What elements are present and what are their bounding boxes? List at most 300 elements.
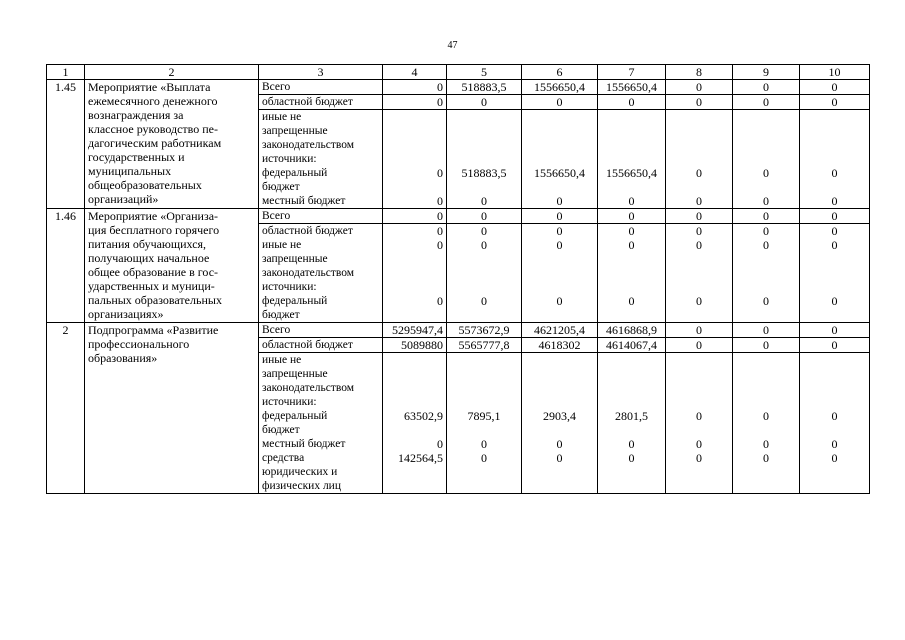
value-line: 0 bbox=[831, 194, 838, 208]
value-line bbox=[383, 110, 443, 124]
value-cell: 0 bbox=[522, 209, 598, 224]
value-line: 0 bbox=[628, 294, 635, 308]
value-line bbox=[800, 395, 869, 409]
value-line bbox=[733, 308, 799, 322]
value-line bbox=[447, 110, 521, 124]
value-line bbox=[800, 381, 869, 395]
value-line bbox=[598, 395, 665, 409]
value-line bbox=[598, 423, 665, 437]
value-line bbox=[383, 353, 443, 367]
measure-title-line: общее образование в гос- bbox=[88, 265, 219, 279]
value-line: 0 bbox=[763, 224, 769, 238]
value-line bbox=[666, 266, 732, 280]
header-cell: 10 bbox=[800, 65, 870, 80]
value-line bbox=[598, 280, 665, 294]
value-cell bbox=[666, 224, 733, 323]
value-cell bbox=[733, 353, 800, 494]
value-line: 0 bbox=[437, 224, 443, 238]
value-cell: 4621205,4 bbox=[522, 323, 598, 338]
value-line bbox=[522, 138, 597, 152]
value-cell: 0 bbox=[733, 95, 800, 110]
value-cell bbox=[800, 110, 870, 209]
value-cell: 4618302 bbox=[522, 338, 598, 353]
value-line: 518883,5 bbox=[461, 166, 507, 180]
value-cell bbox=[447, 110, 522, 209]
value-line: 0 bbox=[481, 294, 487, 308]
page-number: 47 bbox=[447, 40, 458, 51]
funding-source-line: законодательством bbox=[262, 267, 355, 279]
value-line bbox=[666, 479, 732, 493]
value-line bbox=[447, 395, 521, 409]
value-cell: 0 bbox=[383, 80, 447, 95]
value-line bbox=[383, 138, 443, 152]
value-cell: 5295947,4 bbox=[383, 323, 447, 338]
value-line: 0 bbox=[696, 224, 702, 238]
funding-source-line: Всего bbox=[262, 324, 291, 336]
value-line bbox=[447, 138, 521, 152]
table-row bbox=[47, 209, 870, 224]
measure-title-line: ция бесплатного горячего bbox=[88, 223, 220, 237]
funding-source-line: федеральный bbox=[262, 167, 328, 179]
value-line: 0 bbox=[696, 194, 702, 208]
measure-title-cell bbox=[85, 323, 259, 494]
value-cell: 0 bbox=[733, 209, 800, 224]
value-cell: 0 bbox=[447, 95, 522, 110]
value-cell: 0 bbox=[598, 95, 666, 110]
value-line bbox=[447, 152, 521, 166]
funding-source-line: запрещенные bbox=[262, 125, 328, 137]
value-line: 0 bbox=[831, 166, 838, 180]
value-cell: 5565777,8 bbox=[447, 338, 522, 353]
value-line bbox=[522, 381, 597, 395]
value-cell bbox=[447, 353, 522, 494]
value-cell: 0 bbox=[800, 338, 870, 353]
value-line: 0 bbox=[763, 437, 769, 451]
value-line bbox=[598, 353, 665, 367]
measure-title-line: Мероприятие «Выплата bbox=[88, 80, 211, 94]
measure-title-line: организациях» bbox=[88, 307, 164, 321]
value-cell bbox=[383, 353, 447, 494]
value-line bbox=[447, 367, 521, 381]
value-line bbox=[522, 110, 597, 124]
value-line bbox=[383, 252, 443, 266]
value-line: 0 bbox=[696, 294, 702, 308]
funding-source-line: иные не bbox=[262, 354, 302, 366]
funding-source-line: областной бюджет bbox=[262, 339, 353, 351]
value-line: 0 bbox=[696, 451, 702, 465]
value-line bbox=[666, 280, 732, 294]
header-cell: 6 bbox=[522, 65, 598, 80]
value-line bbox=[522, 124, 597, 138]
value-line: 0 bbox=[481, 224, 487, 238]
value-line bbox=[800, 465, 869, 479]
value-line bbox=[800, 152, 869, 166]
value-line bbox=[522, 280, 597, 294]
funding-source-line: средства bbox=[262, 452, 305, 464]
value-line: 0 bbox=[437, 437, 443, 451]
funding-source-line: Всего bbox=[262, 81, 291, 93]
value-line: 0 bbox=[831, 238, 838, 252]
value-line bbox=[733, 252, 799, 266]
value-line bbox=[733, 138, 799, 152]
value-cell bbox=[598, 110, 666, 209]
value-line bbox=[598, 124, 665, 138]
value-line bbox=[598, 381, 665, 395]
funding-source-cell bbox=[259, 338, 383, 353]
row-number-cell: 1.45 bbox=[47, 80, 85, 209]
value-line bbox=[733, 395, 799, 409]
value-line bbox=[383, 381, 443, 395]
value-cell: 5573672,9 bbox=[447, 323, 522, 338]
value-line: 0 bbox=[628, 437, 635, 451]
value-line bbox=[522, 479, 597, 493]
measure-title-line: Подпрограмма «Развитие bbox=[88, 323, 219, 337]
value-line bbox=[447, 252, 521, 266]
value-cell: 518883,5 bbox=[447, 80, 522, 95]
value-cell bbox=[800, 353, 870, 494]
value-line: 0 bbox=[628, 238, 635, 252]
funding-source-line: бюджет bbox=[262, 424, 300, 436]
value-line bbox=[447, 423, 521, 437]
value-line bbox=[666, 110, 732, 124]
measure-title-cell bbox=[85, 209, 259, 323]
value-cell: 0 bbox=[522, 95, 598, 110]
measure-title-line: пальных образовательных bbox=[88, 293, 222, 307]
value-line: 0 bbox=[556, 224, 563, 238]
value-line bbox=[666, 138, 732, 152]
value-line bbox=[383, 395, 443, 409]
funding-source-cell bbox=[259, 80, 383, 95]
value-line bbox=[383, 280, 443, 294]
measure-title-line: организаций» bbox=[88, 192, 159, 206]
value-line: 2903,4 bbox=[543, 409, 576, 423]
funding-source-line: областной бюджет bbox=[262, 96, 353, 108]
measure-title-line: ежемесячного денежного bbox=[88, 94, 218, 108]
value-line bbox=[666, 367, 732, 381]
funding-source-line: физических лиц bbox=[262, 480, 341, 492]
value-line: 0 bbox=[437, 238, 443, 252]
value-line bbox=[383, 479, 443, 493]
value-cell: 0 bbox=[666, 95, 733, 110]
value-line bbox=[800, 110, 869, 124]
value-line: 0 bbox=[628, 224, 635, 238]
value-line: 0 bbox=[481, 238, 487, 252]
value-cell bbox=[598, 353, 666, 494]
value-line bbox=[666, 152, 732, 166]
value-cell: 0 bbox=[800, 209, 870, 224]
value-line: 0 bbox=[481, 451, 487, 465]
measure-title-cell bbox=[85, 80, 259, 209]
funding-source-cell bbox=[259, 353, 383, 494]
value-line: 0 bbox=[696, 409, 702, 423]
table-row bbox=[47, 80, 870, 95]
value-line: 0 bbox=[628, 451, 635, 465]
value-cell bbox=[522, 353, 598, 494]
funding-source-cell bbox=[259, 209, 383, 224]
value-line: 0 bbox=[481, 194, 487, 208]
value-cell bbox=[447, 224, 522, 323]
table-row bbox=[47, 323, 870, 338]
value-line bbox=[522, 367, 597, 381]
value-cell bbox=[383, 224, 447, 323]
value-cell bbox=[666, 353, 733, 494]
funding-source-line: законодательством bbox=[262, 382, 355, 394]
row-number-cell: 2 bbox=[47, 323, 85, 494]
value-cell: 0 bbox=[733, 80, 800, 95]
value-cell bbox=[598, 224, 666, 323]
value-line bbox=[383, 308, 443, 322]
funding-source-line: Всего bbox=[262, 210, 291, 222]
measure-title-line: муниципальных bbox=[88, 164, 172, 178]
value-line bbox=[800, 423, 869, 437]
value-line: 0 bbox=[437, 294, 443, 308]
value-line bbox=[666, 353, 732, 367]
value-line bbox=[598, 308, 665, 322]
value-cell: 1556650,4 bbox=[598, 80, 666, 95]
measure-title-line: государственных и bbox=[88, 150, 185, 164]
value-line bbox=[733, 280, 799, 294]
value-cell: 0 bbox=[733, 338, 800, 353]
value-line bbox=[522, 152, 597, 166]
value-line: 1556650,4 bbox=[606, 166, 657, 180]
value-line bbox=[733, 465, 799, 479]
funding-source-cell bbox=[259, 224, 383, 323]
value-line bbox=[522, 353, 597, 367]
value-line bbox=[733, 479, 799, 493]
value-line bbox=[733, 381, 799, 395]
value-line bbox=[383, 266, 443, 280]
funding-source-line: законодательством bbox=[262, 139, 355, 151]
value-line bbox=[733, 353, 799, 367]
value-line bbox=[522, 423, 597, 437]
value-line bbox=[447, 381, 521, 395]
measure-title-line: общеобразовательных bbox=[88, 178, 202, 192]
funding-source-line: иные не bbox=[262, 111, 302, 123]
funding-source-line: источники: bbox=[262, 396, 317, 408]
value-line bbox=[447, 353, 521, 367]
funding-source-line: источники: bbox=[262, 281, 317, 293]
value-line bbox=[383, 423, 443, 437]
value-line bbox=[733, 423, 799, 437]
row-number-cell: 1.46 bbox=[47, 209, 85, 323]
measure-title-line: получающих начальное bbox=[88, 251, 210, 265]
value-line: 1556650,4 bbox=[534, 166, 585, 180]
value-line: 0 bbox=[696, 238, 702, 252]
value-line: 0 bbox=[831, 451, 838, 465]
header-cell: 8 bbox=[666, 65, 733, 80]
budget-table bbox=[46, 64, 870, 494]
value-line bbox=[447, 479, 521, 493]
value-line bbox=[800, 180, 869, 194]
value-line bbox=[800, 138, 869, 152]
value-line: 0 bbox=[696, 437, 702, 451]
value-line bbox=[522, 180, 597, 194]
value-line bbox=[733, 180, 799, 194]
value-line: 0 bbox=[831, 224, 838, 238]
measure-title-line: образования» bbox=[88, 351, 158, 365]
funding-source-line: бюджет bbox=[262, 181, 300, 193]
header-cell: 1 bbox=[47, 65, 85, 80]
value-line bbox=[666, 381, 732, 395]
value-line: 2801,5 bbox=[615, 409, 648, 423]
funding-source-cell bbox=[259, 95, 383, 110]
header-row bbox=[47, 65, 870, 80]
value-line bbox=[666, 395, 732, 409]
value-line: 142564,5 bbox=[398, 451, 443, 465]
value-line bbox=[733, 367, 799, 381]
value-line: 0 bbox=[556, 451, 563, 465]
value-line bbox=[522, 266, 597, 280]
value-cell bbox=[522, 224, 598, 323]
funding-source-line: иные не bbox=[262, 239, 302, 251]
funding-source-line: областной бюджет bbox=[262, 225, 353, 237]
funding-source-line: запрещенные bbox=[262, 253, 328, 265]
value-line: 0 bbox=[763, 238, 769, 252]
value-line bbox=[447, 266, 521, 280]
value-line: 0 bbox=[763, 294, 769, 308]
value-line bbox=[383, 465, 443, 479]
value-line: 0 bbox=[763, 194, 769, 208]
header-cell: 7 bbox=[598, 65, 666, 80]
value-line: 0 bbox=[831, 437, 838, 451]
measure-title-line: профессионального bbox=[88, 337, 190, 351]
value-cell: 4614067,4 bbox=[598, 338, 666, 353]
value-line bbox=[598, 180, 665, 194]
value-cell: 0 bbox=[383, 95, 447, 110]
value-line bbox=[598, 138, 665, 152]
value-cell bbox=[522, 110, 598, 209]
value-line bbox=[522, 308, 597, 322]
value-line bbox=[447, 180, 521, 194]
value-line: 0 bbox=[556, 294, 563, 308]
value-line bbox=[522, 252, 597, 266]
value-cell: 0 bbox=[733, 323, 800, 338]
value-cell: 0 bbox=[666, 323, 733, 338]
value-line bbox=[733, 110, 799, 124]
value-line: 0 bbox=[556, 194, 563, 208]
value-cell: 0 bbox=[666, 209, 733, 224]
value-line: 0 bbox=[763, 166, 769, 180]
value-cell: 0 bbox=[800, 95, 870, 110]
value-line: 0 bbox=[628, 194, 635, 208]
value-cell: 4616868,9 bbox=[598, 323, 666, 338]
funding-source-line: федеральный bbox=[262, 410, 328, 422]
value-line bbox=[522, 465, 597, 479]
funding-source-line: источники: bbox=[262, 153, 317, 165]
value-line: 63502,9 bbox=[404, 409, 443, 423]
value-line: 0 bbox=[696, 166, 702, 180]
funding-source-line: юридических и bbox=[262, 466, 338, 478]
funding-source-cell bbox=[259, 110, 383, 209]
value-cell bbox=[383, 110, 447, 209]
measure-title-line: классное руководство пе- bbox=[88, 122, 218, 136]
value-line bbox=[800, 353, 869, 367]
value-line bbox=[733, 266, 799, 280]
value-line bbox=[598, 152, 665, 166]
value-line bbox=[383, 124, 443, 138]
value-cell: 1556650,4 bbox=[522, 80, 598, 95]
value-line bbox=[800, 252, 869, 266]
value-cell bbox=[800, 224, 870, 323]
value-line: 0 bbox=[437, 194, 443, 208]
value-line bbox=[447, 308, 521, 322]
value-line bbox=[447, 280, 521, 294]
value-cell: 0 bbox=[383, 209, 447, 224]
header-cell: 4 bbox=[383, 65, 447, 80]
value-line bbox=[522, 395, 597, 409]
value-cell: 0 bbox=[800, 323, 870, 338]
funding-source-cell bbox=[259, 323, 383, 338]
value-line: 0 bbox=[831, 409, 838, 423]
header-cell: 3 bbox=[259, 65, 383, 80]
measure-title-line: питания обучающихся, bbox=[88, 237, 207, 251]
value-line bbox=[383, 152, 443, 166]
value-line bbox=[733, 152, 799, 166]
value-line bbox=[598, 465, 665, 479]
value-line: 0 bbox=[763, 409, 769, 423]
value-line: 0 bbox=[831, 294, 838, 308]
measure-title-line: ударственных и муници- bbox=[88, 279, 215, 293]
measure-title-line: вознаграждения за bbox=[88, 108, 184, 122]
value-line bbox=[666, 308, 732, 322]
value-line: 0 bbox=[556, 238, 563, 252]
header-cell: 9 bbox=[733, 65, 800, 80]
value-line bbox=[800, 124, 869, 138]
measure-title-line: дагогическим работникам bbox=[88, 136, 222, 150]
value-line: 0 bbox=[481, 437, 487, 451]
value-line bbox=[666, 465, 732, 479]
value-line bbox=[800, 308, 869, 322]
value-line bbox=[598, 110, 665, 124]
header-cell: 5 bbox=[447, 65, 522, 80]
value-line bbox=[666, 423, 732, 437]
value-line: 0 bbox=[437, 166, 443, 180]
value-cell: 5089880 bbox=[383, 338, 447, 353]
value-line bbox=[598, 252, 665, 266]
funding-source-line: запрещенные bbox=[262, 368, 328, 380]
value-cell bbox=[733, 224, 800, 323]
funding-source-line: местный бюджет bbox=[262, 438, 346, 450]
value-line bbox=[598, 266, 665, 280]
value-cell: 0 bbox=[800, 80, 870, 95]
value-line bbox=[383, 180, 443, 194]
value-line: 0 bbox=[763, 451, 769, 465]
funding-source-line: федеральный bbox=[262, 295, 328, 307]
value-line bbox=[800, 280, 869, 294]
value-cell: 0 bbox=[598, 209, 666, 224]
value-line bbox=[447, 465, 521, 479]
funding-source-line: бюджет bbox=[262, 309, 300, 321]
value-line bbox=[666, 180, 732, 194]
value-line bbox=[383, 367, 443, 381]
value-line bbox=[800, 479, 869, 493]
value-line bbox=[666, 124, 732, 138]
value-line bbox=[800, 367, 869, 381]
value-cell bbox=[666, 110, 733, 209]
value-cell: 0 bbox=[666, 338, 733, 353]
value-line bbox=[598, 479, 665, 493]
value-line bbox=[733, 124, 799, 138]
value-cell: 0 bbox=[447, 209, 522, 224]
value-cell bbox=[733, 110, 800, 209]
value-line: 7895,1 bbox=[467, 409, 501, 423]
value-line bbox=[666, 252, 732, 266]
measure-title-line: Мероприятие «Организа- bbox=[88, 209, 219, 223]
header-cell: 2 bbox=[85, 65, 259, 80]
value-line: 0 bbox=[556, 437, 563, 451]
value-line bbox=[447, 124, 521, 138]
funding-source-line: местный бюджет bbox=[262, 195, 346, 207]
